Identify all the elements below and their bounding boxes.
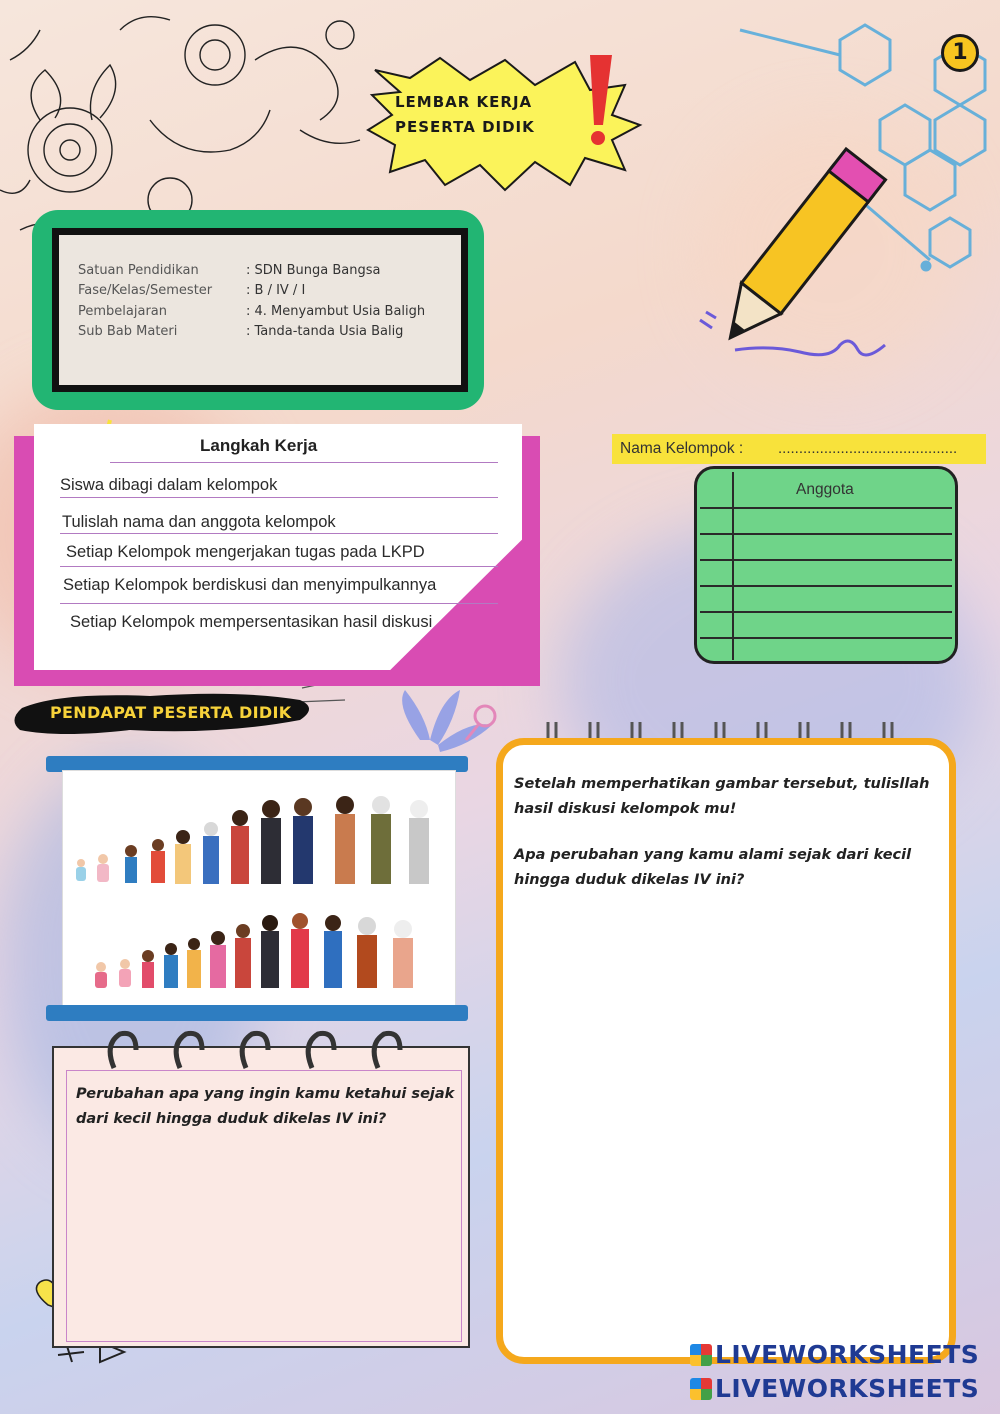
discussion-notebook[interactable] — [496, 738, 956, 1364]
step-item: Setiap Kelompok mengerjakan tugas pada LKPD — [66, 543, 425, 561]
steps-rule — [60, 533, 498, 534]
group-name-label: Nama Kelompok : — [620, 440, 744, 457]
identity-value: : 4. Menyambut Usia Baligh — [246, 303, 426, 319]
question-changes-to-know: Perubahan apa yang ingin kamu ketahui sejak dari kecil hingga duduk dikelas IV ini? — [76, 1086, 455, 1127]
step-item: Tulislah nama dan anggota kelompok — [62, 513, 336, 531]
identity-key: Pembelajaran — [78, 303, 167, 319]
title-line-2: PESERTA DIDIK — [395, 118, 535, 136]
watermark-text: LIVEWORKSHEETS — [715, 1374, 980, 1403]
title-line-1: LEMBAR KERJA — [395, 93, 533, 111]
step-item: Setiap Kelompok mempersentasikan hasil diskusi — [70, 613, 433, 631]
male-growth-row — [76, 796, 429, 884]
members-row-line — [700, 533, 952, 535]
watermark — [690, 1374, 979, 1403]
liveworksheets-logo-icon — [690, 1378, 712, 1400]
steps-rule — [110, 462, 498, 463]
board-rail-bottom — [46, 1005, 468, 1021]
growth-stages-picture — [62, 770, 456, 1008]
identity-key: Fase/Kelas/Semester — [78, 283, 213, 299]
scribble-icon — [735, 341, 885, 355]
watermark-text: LIVEWORKSHEETS — [715, 1340, 980, 1369]
identity-key: Satuan Pendidikan — [78, 262, 199, 278]
plant-icon — [402, 690, 495, 752]
identity-row — [78, 322, 425, 343]
identity-row — [78, 281, 425, 302]
step-item: Siswa dibagi dalam kelompok — [60, 476, 278, 494]
question-changes-experienced: Apa perubahan yang kamu alami sejak dari kecil hingga duduk dikelas IV ini? — [514, 847, 912, 888]
step-item: Setiap Kelompok berdiskusi dan menyimpulkannya — [63, 576, 437, 594]
members-row-line — [700, 559, 952, 561]
watermark — [690, 1340, 979, 1369]
pencil-icon — [711, 149, 886, 353]
identity-row — [78, 301, 425, 322]
identity-value: : Tanda-tanda Usia Balig — [246, 324, 404, 340]
group-name-field[interactable]: ........................................... — [778, 440, 958, 457]
steps-title: Langkah Kerja — [200, 436, 318, 455]
steps-rule — [60, 497, 498, 498]
members-margin-line — [732, 472, 734, 660]
worksheet-title — [395, 90, 585, 140]
binder-rings-icon — [100, 1024, 420, 1074]
opinion-banner-title: PENDAPAT PESERTA DIDIK — [50, 703, 292, 722]
identity-table — [78, 260, 425, 342]
members-row-line — [700, 585, 952, 587]
identity-key: Sub Bab Materi — [78, 324, 178, 340]
people-growth-illustration — [63, 771, 457, 1009]
female-growth-row — [95, 913, 413, 988]
page-number-badge: 1 — [941, 34, 979, 72]
identity-value: : B / IV / I — [246, 283, 306, 299]
steps-rule — [60, 603, 498, 604]
members-row-line — [700, 507, 952, 509]
question-discussion-result: Setelah memperhatikan gambar tersebut, tulisllah hasil diskusi kelompok mu! — [514, 776, 930, 817]
liveworksheets-logo-icon — [690, 1344, 712, 1366]
identity-row — [78, 260, 425, 281]
members-row-line — [700, 637, 952, 639]
identity-value: : SDN Bunga Bangsa — [246, 262, 381, 278]
members-title: Anggota — [796, 481, 854, 498]
members-row-line — [700, 611, 952, 613]
steps-rule — [60, 566, 498, 567]
